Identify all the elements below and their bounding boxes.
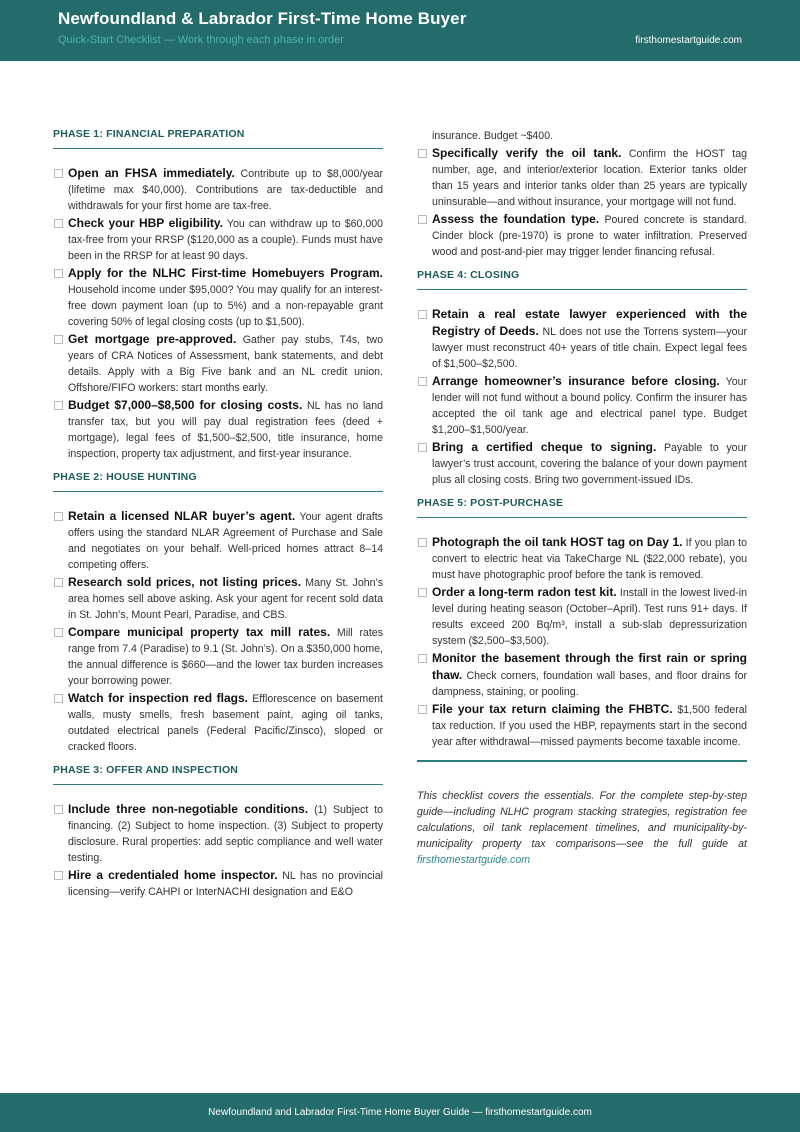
checkbox[interactable] xyxy=(418,443,427,452)
guide-link[interactable]: firsthomestartguide.com xyxy=(417,854,531,866)
checklist-item[interactable]: Watch for inspection red flags. Efflorescence on basement walls, musty smells, fresh basement paint, aging oil tanks, outdated electrical panels (Federal Pacific/Zinsco), sloped or cracked floors. xyxy=(53,690,383,755)
checklist-item[interactable]: Assess the foundation type. Poured concrete is standard. Cinder block (pre-1970) is prone to water infiltration. Preserved wood and post-and-pier may trigger lender financing refusal. xyxy=(417,211,747,260)
checklist-item[interactable]: Bring a certified cheque to signing. Payable to your lawyer’s trust account, covering the balance of your down payment plus all closing costs. Bring two government-issued IDs. xyxy=(417,439,747,488)
checkbox[interactable] xyxy=(54,578,63,587)
phase-3-title: PHASE 3: OFFER AND INSPECTION xyxy=(53,764,383,785)
closing-note: This checklist covers the essentials. For the complete step-by-step guide—including NLHC program stacking strategies, registration fee calculations, oil tank replacement timelines, and municipality-by-municipality property tax comparisons—see the full guide at firsthomestartguide.com xyxy=(417,790,747,866)
checklist-item[interactable]: Check your HBP eligibility. You can withdraw up to $60,000 tax-free from your RRSP ($120,000 as a couple). Funds must have been in the RRSP for at least 90 days. xyxy=(53,215,383,264)
checkbox[interactable] xyxy=(54,805,63,814)
checklist-item[interactable]: Photograph the oil tank HOST tag on Day 1. If you plan to convert to electric heat via TakeCharge NL ($22,000 rebate), you must have photographic proof before the tank is removed. xyxy=(417,534,747,583)
checklist-item[interactable]: Arrange homeowner’s insurance before closing. Your lender will not fund without a bound policy. Confirm the insurer has accepted the oil tank age and electrical panel type. Budget $1,200–$1,500/year. xyxy=(417,373,747,438)
checkbox[interactable] xyxy=(54,219,63,228)
checklist-item[interactable]: Retain a licensed NLAR buyer’s agent. Your agent drafts offers using the standard NLAR Agreement of Purchase and Sale and negotiates on your behalf. Well-priced homes attract 8–14 competing offers. xyxy=(53,508,383,573)
page-header xyxy=(0,0,800,61)
checkbox[interactable] xyxy=(418,149,427,158)
checklist-item[interactable]: Order a long-term radon test kit. Install in the lowest lived-in level during heating season (October–April). Test runs 91+ days. If results exceed 200 Bq/m³, install a sub-slab depressurization system ($2,500–$3,500). xyxy=(417,584,747,649)
phase-5-title: PHASE 5: POST-PURCHASE xyxy=(417,497,747,518)
checklist-item[interactable]: File your tax return claiming the FHBTC. $1,500 federal tax reduction. If you used the HBP, repayments start in the second year after withdrawal—missed payments become taxable income. xyxy=(417,701,747,750)
left-column xyxy=(53,128,383,901)
document-subtitle: Quick-Start Checklist — Work through each phase in order xyxy=(58,34,344,46)
section-divider xyxy=(417,760,747,762)
checklist-item-continuation: insurance. Budget ~$400. xyxy=(432,130,554,142)
right-column xyxy=(417,128,747,868)
checkbox[interactable] xyxy=(54,871,63,880)
checklist-item[interactable]: Get mortgage pre-approved. Gather pay stubs, T4s, two years of CRA Notices of Assessment, bank statements, and debt details. Apply with a Big Five bank and an NL credit union. Offshore/FIFO workers: start months early. xyxy=(53,331,383,396)
checklist-item[interactable]: Include three non-negotiable conditions. (1) Subject to financing. (2) Subject to home inspection. (3) Subject to property disclosure. Rural properties: add septic compliance and well water testing. xyxy=(53,801,383,866)
footer-text: Newfoundland and Labrador First-Time Home Buyer Guide — firsthomestartguide.com xyxy=(208,1107,592,1118)
checkbox[interactable] xyxy=(54,269,63,278)
checkbox[interactable] xyxy=(54,169,63,178)
checklist-item[interactable]: Compare municipal property tax mill rates. Mill rates range from 7.4 (Paradise) to 9.1 (St. John’s). On a $350,000 home, the annual difference is $660—and the lower tax burden increases your borrowing power. xyxy=(53,624,383,689)
header-website[interactable]: firsthomestartguide.com xyxy=(635,35,742,46)
checklist-item[interactable]: Hire a credentialed home inspector. NL has no provincial licensing—verify CAHPI or InterNACHI designation and E&O xyxy=(53,867,383,900)
checkbox[interactable] xyxy=(418,310,427,319)
checkbox[interactable] xyxy=(418,654,427,663)
checkbox[interactable] xyxy=(418,377,427,386)
checkbox[interactable] xyxy=(54,512,63,521)
phase-1-title: PHASE 1: FINANCIAL PREPARATION xyxy=(53,128,383,149)
checkbox[interactable] xyxy=(54,694,63,703)
phase-4-title: PHASE 4: CLOSING xyxy=(417,269,747,290)
checkbox[interactable] xyxy=(418,215,427,224)
checkbox[interactable] xyxy=(418,705,427,714)
checklist-item[interactable]: Specifically verify the oil tank. Confirm the HOST tag number, age, and interior/exterior location. Exterior tanks older than 15 years and interior tanks older than 25 years are typically uninsurable—and without insurance, your mortgage will not fund. xyxy=(417,145,747,210)
phase-2-title: PHASE 2: HOUSE HUNTING xyxy=(53,471,383,492)
checkbox[interactable] xyxy=(54,628,63,637)
page-footer xyxy=(0,1093,800,1132)
document-title: Newfoundland & Labrador First-Time Home Buyer xyxy=(58,9,467,28)
checklist-item[interactable]: Open an FHSA immediately. Contribute up to $8,000/year (lifetime max $40,000). Contributions are tax-deductible and withdrawals for your first home are tax-free. xyxy=(53,165,383,214)
checkbox[interactable] xyxy=(418,538,427,547)
checklist-item[interactable]: Research sold prices, not listing prices. Many St. John’s area homes sell above asking. Ask your agent for recent sold data in St. John’s, Mount Pearl, Paradise, and CBS. xyxy=(53,574,383,623)
checklist-item[interactable]: Budget $7,000–$8,500 for closing costs. NL has no land transfer tax, but you will pay dual registration fees (deed + mortgage), legal fees of $1,500–$2,500, title insurance, home inspection, property tax adjustment, and first-year insurance. xyxy=(53,397,383,462)
checklist-item[interactable]: Retain a real estate lawyer experienced with the Registry of Deeds. NL does not use the Torrens system—your lawyer must reconstruct 40+ years of title chain. Expect legal fees of $1,500–$2,500. xyxy=(417,306,747,372)
checkbox[interactable] xyxy=(54,335,63,344)
checkbox[interactable] xyxy=(54,401,63,410)
checklist-item[interactable]: Monitor the basement through the first rain or spring thaw. Check corners, foundation wall bases, and floor drains for dampness, staining, or pooling. xyxy=(417,650,747,700)
checklist-item[interactable]: Apply for the NLHC First-time Homebuyers Program. Household income under $95,000? You may qualify for an interest-free down payment loan (up to 5%) and a non-repayable grant covering 50% of legal closing costs (up to $1,500). xyxy=(53,265,383,330)
checkbox[interactable] xyxy=(418,588,427,597)
